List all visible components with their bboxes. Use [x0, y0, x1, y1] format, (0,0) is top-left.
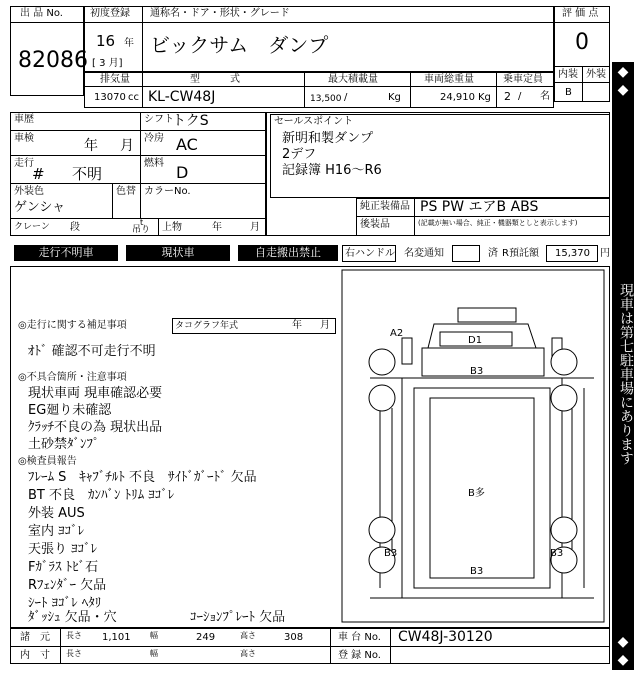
weight-label: 車両総重量	[424, 74, 474, 85]
height-label: 高さ	[240, 649, 256, 658]
ext-color-label: 外装色	[14, 186, 44, 197]
grade-label: 評 価 点	[562, 8, 599, 19]
divider	[496, 72, 497, 108]
mileage-label: 走行	[14, 158, 34, 169]
divider	[10, 218, 266, 219]
ac-value: AC	[176, 135, 198, 154]
handle-value: 右ハンドル	[345, 248, 395, 259]
tacho-year: 年	[292, 320, 302, 331]
defect-line: ｸﾗｯﾁ不良の為 現状出品	[28, 420, 163, 435]
lot-label: 出 品 No.	[20, 8, 63, 19]
recycle-done: 済	[488, 248, 498, 259]
width-label: 幅	[150, 631, 158, 640]
diamond-icon: ◆	[617, 64, 629, 80]
divider	[356, 216, 610, 217]
sales-label: セールスポイント	[274, 116, 354, 127]
inspector-line: 外装 AUS	[28, 506, 85, 521]
length-label: 長さ	[66, 631, 82, 640]
ext-color-value: ゲンシャ	[14, 200, 66, 215]
registration-label: 登 録 No.	[338, 650, 381, 661]
divider	[10, 130, 266, 131]
truck-damage-diagram	[340, 268, 608, 624]
divider	[10, 646, 610, 647]
diamond-icon: ◆	[617, 652, 629, 668]
crane-label: クレーン	[14, 222, 50, 232]
chassis-number: CW48J-30120	[398, 629, 493, 645]
diamond-icon: ◆	[617, 634, 629, 650]
model-label: 通称名・ドア・形状・グレード	[150, 8, 290, 19]
divider	[84, 86, 554, 87]
divider	[554, 22, 610, 23]
mileage-value: 不明	[72, 165, 103, 183]
divider	[414, 198, 415, 236]
first-reg-label: 初度登録	[90, 8, 130, 19]
inspector-line: 天張り ﾖｺﾞﾚ	[28, 542, 98, 557]
body-month: 月	[250, 222, 260, 233]
height-label: 高さ	[240, 631, 256, 640]
divider	[158, 218, 159, 236]
height-value: 308	[284, 632, 304, 643]
tacho-label: タコグラフ年式	[175, 321, 239, 331]
inspection-year: 年	[84, 138, 98, 154]
divider	[140, 112, 141, 218]
recycle-amount: 15,370	[555, 248, 590, 259]
tacho-month: 月	[320, 320, 330, 331]
color-change-label: 色替	[116, 186, 136, 197]
inspector-line: Rﾌｪﾝﾀﾞｰ 欠品	[28, 578, 107, 593]
interior-grade: B	[565, 87, 572, 98]
ac-label: 冷房	[144, 133, 164, 144]
inspector-line: ﾀﾞｯｼｭ 欠品・穴	[28, 610, 117, 625]
displacement: 13070	[94, 92, 126, 103]
recycle-label: R預託額	[502, 248, 539, 259]
history-label: 車歴	[14, 114, 34, 125]
damage-mark: B3	[550, 548, 564, 559]
inspector-line: Fｶﾞﾗｽ ﾄﾋﾞ石	[28, 560, 99, 575]
grade-value: 0	[575, 30, 589, 55]
inspector-header: ◎検査員報告	[18, 456, 77, 467]
inspector-line: ｼｰﾄ ﾖｺﾞﾚ ﾍﾀﾘ	[28, 596, 102, 611]
damage-mark: A2	[390, 328, 404, 339]
defect-line: EG廻り未確認	[28, 403, 112, 418]
aftermarket-label: 後装品	[360, 219, 390, 230]
length-value: 1,101	[102, 632, 131, 643]
cc-unit: cc	[128, 92, 139, 103]
year-unit: 年	[124, 38, 134, 49]
divider	[10, 155, 266, 156]
load-kg: Kg	[388, 92, 401, 103]
divider	[10, 22, 84, 23]
crane-ton: t	[140, 218, 144, 227]
divider	[390, 628, 391, 664]
damage-mark: B3	[384, 548, 398, 559]
name-change-box	[452, 245, 480, 262]
mileage-prefix: #	[32, 165, 45, 183]
vehicle-name: ビックサム ダンプ	[150, 33, 329, 57]
divider	[410, 72, 411, 108]
divider	[10, 183, 266, 184]
defect-line: 現状車両 現車確認必要	[28, 386, 163, 401]
inspection-month: 月	[120, 138, 134, 154]
mileage-note: ｵﾄﾞ 確認不可走行不明	[28, 344, 156, 359]
inspector-line: ﾌﾚｰﾑ S ｷｬﾌﾞﾁﾙﾄ 不良 ｻｲﾄﾞｶﾞｰﾄﾞ 欠品	[28, 470, 257, 485]
sales-line: 新明和製ダンプ	[282, 131, 374, 146]
divider	[330, 628, 331, 664]
crane-stage: 段	[70, 222, 80, 233]
defect-header: ◎不具合箇所・注意事項	[18, 372, 127, 383]
load-sep: /	[344, 92, 348, 103]
fuel-value: D	[176, 163, 189, 182]
spec-dim-label: 諸 元	[20, 632, 50, 643]
capacity-label: 乗車定員	[503, 74, 543, 85]
chassis-label: 車 台 No.	[338, 632, 381, 643]
damage-mark: B3	[470, 366, 484, 377]
inspector-line: 室内 ﾖｺﾞﾚ	[28, 524, 85, 539]
equip-value: PS PW エアB ABS	[420, 199, 539, 215]
body-year: 年	[212, 222, 222, 233]
badge-unknown-mileage: 走行不明車	[14, 245, 118, 261]
badge-as-is: 現状車	[126, 245, 230, 261]
inspector-line: BT 不良 ｶﾝﾊﾞﾝ ﾄﾘﾑ ﾖｺﾞﾚ	[28, 488, 175, 503]
damage-mark: B3	[470, 566, 484, 577]
gross-weight: 24,910	[440, 92, 475, 103]
first-reg-year: 16	[96, 32, 116, 50]
inner-dim-label: 内 寸	[20, 650, 50, 661]
sales-line: 記録簿 H16～R6	[282, 163, 382, 178]
model-type: KL-CW48J	[148, 89, 216, 105]
side-note: 現車は第七駐車場にあります	[618, 283, 634, 465]
diamond-icon: ◆	[617, 82, 629, 98]
length-label: 長さ	[66, 649, 82, 658]
divider	[60, 628, 61, 664]
capacity-sep: /	[518, 91, 522, 102]
first-reg-month: [ 3 月]	[92, 58, 123, 69]
inspection-label: 車検	[14, 133, 34, 144]
interior-grade-label: 内装	[558, 69, 578, 80]
displacement-label: 排気量	[100, 74, 130, 85]
defect-line: 土砂禁ﾀﾞﾝﾌﾟ	[28, 437, 100, 452]
exterior-grade-label: 外装	[586, 69, 606, 80]
type-label: 型 式	[190, 74, 240, 85]
capacity-value: 2	[504, 90, 511, 103]
badge-no-self-drive: 自走搬出禁止	[238, 245, 338, 261]
shift-value: トクS	[172, 113, 209, 129]
divider	[142, 72, 143, 108]
side-banner	[612, 62, 634, 670]
width-label: 幅	[150, 649, 158, 658]
divider	[356, 198, 357, 236]
capacity-unit: 名	[540, 91, 550, 102]
weight-kg: Kg	[478, 92, 491, 103]
body-label: 上物	[162, 222, 182, 233]
name-change-label: 名変通知	[404, 248, 444, 259]
aftermarket-note: (記載が無い場合、純正・機器類としと表示します)	[418, 219, 578, 227]
divider	[582, 66, 583, 102]
divider	[84, 22, 554, 23]
damage-mark: D1	[468, 335, 483, 346]
divider	[142, 6, 143, 72]
damage-mark: B多	[468, 488, 485, 499]
load-label: 最大積載量	[328, 74, 378, 85]
max-load: 13,500	[310, 94, 342, 104]
crane-lift: 吊り	[132, 225, 151, 235]
fuel-label: 燃料	[144, 158, 164, 169]
recycle-unit: 円	[600, 248, 610, 259]
mileage-notes-header: ◎走行に関する補足事項	[18, 320, 127, 331]
equip-label: 純正装備品	[360, 201, 410, 212]
lot-number: 82086	[18, 48, 88, 73]
color-code-label: カラーNo.	[144, 186, 191, 197]
shift-label: シフト	[144, 114, 174, 125]
width-value: 249	[196, 632, 216, 643]
divider	[112, 183, 113, 218]
inspector-line: ｺｰｼｮﾝﾌﾟﾚｰﾄ 欠品	[190, 610, 286, 625]
divider	[304, 72, 305, 108]
sales-line: 2デフ	[282, 147, 317, 162]
